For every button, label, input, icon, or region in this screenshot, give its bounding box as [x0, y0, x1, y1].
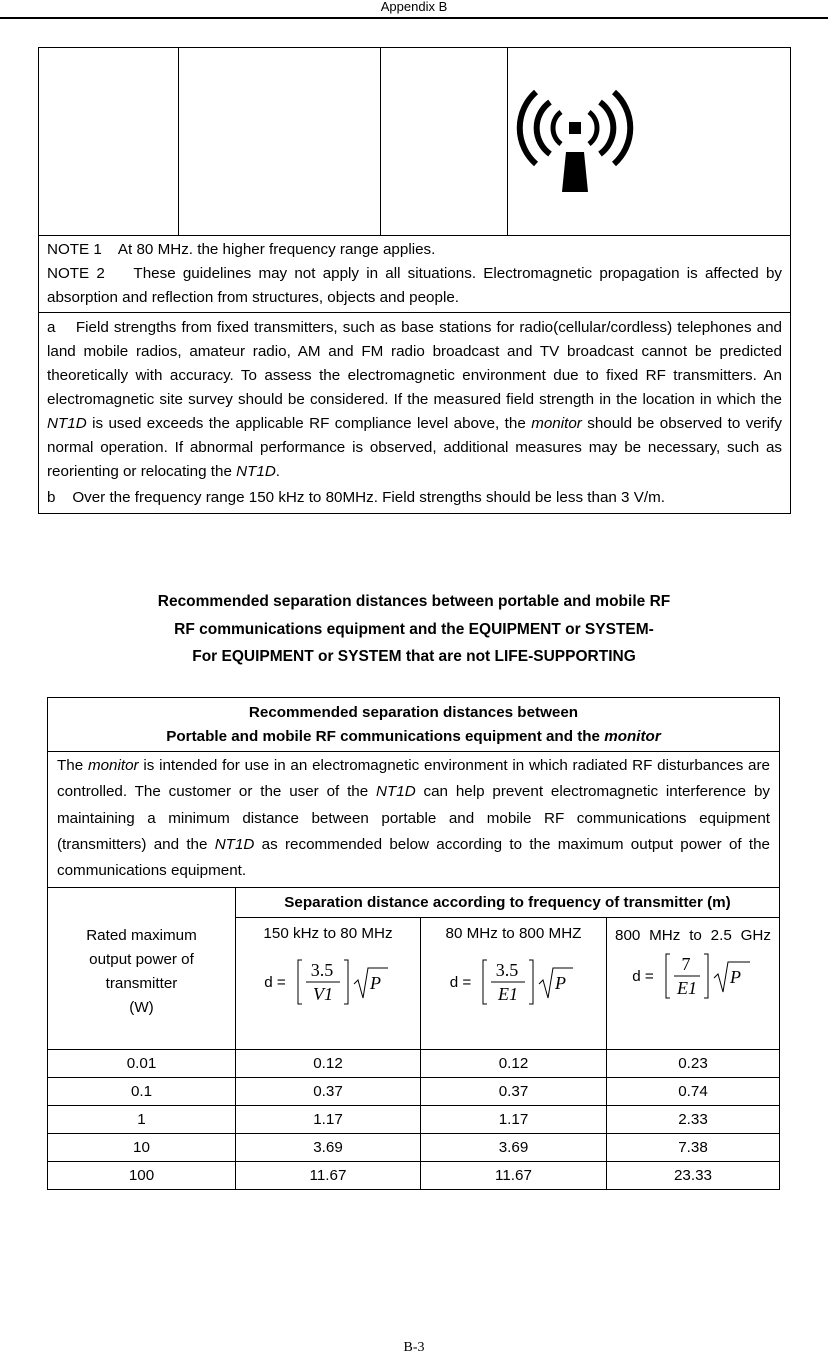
empty-cell — [179, 48, 381, 236]
distance-cell: 0.12 — [236, 1050, 421, 1078]
page-header — [0, 0, 828, 19]
formula-sqrt-term: P — [555, 973, 567, 994]
formula — [429, 958, 598, 1006]
power-cell: 100 — [48, 1162, 236, 1190]
power-header-line: Rated maximum — [86, 926, 197, 944]
distance-cell: 11.67 — [421, 1162, 607, 1190]
description-text: is intended for use in an electromagnetic environment in which radiated RF disturbances are controlled. The customer or the user of the — [57, 757, 770, 801]
formula-prefix: d = — [264, 973, 286, 991]
footnote-b: b Over the frequency range 150 kHz to 80MHz. Field strengths should be less than 3 V/m. — [47, 489, 665, 506]
power-header-line: transmitter — [105, 974, 178, 992]
formula-sqrt-term: P — [729, 967, 741, 988]
band-2-header — [421, 918, 607, 1050]
footnote-a — [47, 316, 787, 484]
immunity-table-continuation — [38, 47, 791, 514]
description-text: can help prevent electromagnetic interference by maintaining a minimum distance between portable and mobile RF communications equipment (transmitters) and the — [57, 783, 770, 853]
power-cell: 1 — [48, 1106, 236, 1134]
formula-denominator: V1 — [312, 984, 333, 1005]
symbol-cell — [508, 48, 791, 236]
distance-cell: 1.17 — [421, 1106, 607, 1134]
formula-graphic — [296, 958, 392, 1006]
notes-cell — [39, 236, 791, 313]
device-name: NT1D — [47, 415, 87, 432]
heading-line-3: For EQUIPMENT or SYSTEM that are not LIFE-SUPPORTING — [192, 648, 636, 665]
power-header-line: output power of — [89, 950, 194, 968]
power-header-line: (W) — [129, 998, 154, 1016]
formula-sqrt-term: P — [369, 973, 381, 994]
formula-numerator: 7 — [681, 954, 691, 975]
formula-denominator: E1 — [498, 984, 519, 1005]
note-1: NOTE 1 At 80 MHz. the higher frequency range applies. — [47, 241, 436, 258]
table-title — [48, 698, 780, 752]
formula-prefix: d = — [632, 967, 654, 985]
heading-line-1: Recommended separation distances between portable and mobile RF — [157, 593, 671, 610]
note-2: NOTE 2 These guidelines may not apply in all situations. Electromagnetic propagation is affected by absorption and reflection from structures, objects and people. — [47, 265, 787, 306]
separation-distance-table — [47, 697, 780, 1190]
formula-numerator: 3.5 — [310, 960, 334, 981]
separation-group-header: Separation distance according to frequency of transmitter (m) — [236, 888, 780, 918]
table-title-line-2 — [52, 725, 775, 749]
page-number: B-3 — [403, 1340, 425, 1355]
empty-cell — [381, 48, 508, 236]
power-cell: 0.01 — [48, 1050, 236, 1078]
band-1-header — [236, 918, 421, 1050]
power-column-header — [48, 888, 236, 1050]
header-title: Appendix B — [380, 0, 448, 14]
band-3-header — [607, 918, 780, 1050]
formula-graphic — [481, 958, 577, 1006]
table-title-text: Portable and mobile RF communications equipment and the — [166, 728, 605, 745]
monitor-term: monitor — [604, 728, 661, 745]
distance-cell: 0.12 — [421, 1050, 607, 1078]
table-row — [48, 1134, 780, 1162]
distance-cell: 3.69 — [421, 1134, 607, 1162]
footnotes-cell — [39, 313, 791, 514]
distance-cell: 0.23 — [607, 1050, 780, 1078]
device-name: NT1D — [214, 835, 255, 853]
distance-cell: 3.69 — [236, 1134, 421, 1162]
formula-numerator: 3.5 — [496, 960, 519, 981]
description-text: as recommended below according to the maximum output power of the communications equipment. — [57, 835, 770, 880]
band-label: 800 MHz to 2.5 GHz — [615, 927, 771, 945]
table-row — [48, 1106, 780, 1134]
formula — [244, 958, 412, 1006]
table-row — [48, 1078, 780, 1106]
band-label: 80 MHz to 800 MHZ — [445, 925, 582, 943]
table-row — [48, 1050, 780, 1078]
footnote-a-text: is used exceeds the applicable RF compliance level above, the — [86, 415, 532, 432]
distance-cell: 0.37 — [421, 1078, 607, 1106]
rf-transmitter-icon — [516, 84, 636, 204]
distance-cell: 7.38 — [607, 1134, 780, 1162]
footnote-a-text: . — [275, 463, 281, 480]
distance-cell: 11.67 — [236, 1162, 421, 1190]
formula-prefix: d = — [449, 973, 472, 991]
distance-cell: 1.17 — [236, 1106, 421, 1134]
distance-cell: 23.33 — [607, 1162, 780, 1190]
device-name: NT1D — [236, 463, 276, 480]
monitor-term: monitor — [531, 415, 582, 432]
monitor-term: monitor — [87, 757, 139, 774]
footnote-a-text: a Field strengths from fixed transmitters, such as base stations for radio(cellular/cordless) telephones and land mobile radios, amateur radio, AM and FM radio broadcast and TV broadcast cannot be predicted theoretically with accuracy. To assess the electromagnetic environment due to fixed RF transmitters. An electromagnetic site survey should be considered. If the measured field strength in the location in which the — [47, 319, 787, 408]
formula-graphic — [664, 952, 754, 1000]
band-label: 150 kHz to 80 MHz — [263, 925, 393, 943]
heading-line-2: RF communications equipment and the EQUIPMENT or SYSTEM- — [174, 620, 654, 638]
formula — [615, 952, 771, 1000]
table-title-line-1: Recommended separation distances between — [248, 704, 579, 721]
distance-cell: 0.37 — [236, 1078, 421, 1106]
table-row — [48, 1162, 780, 1190]
table-description — [48, 752, 780, 888]
empty-cell — [39, 48, 179, 236]
formula-denominator: E1 — [676, 978, 697, 999]
power-cell: 10 — [48, 1134, 236, 1162]
distance-cell: 2.33 — [607, 1106, 780, 1134]
distance-cell: 0.74 — [607, 1078, 780, 1106]
power-cell: 0.1 — [48, 1078, 236, 1106]
description-text: The — [57, 757, 88, 774]
device-name: NT1D — [376, 783, 416, 801]
footnote-a-text: should be observed to verify normal operation. If abnormal performance is observed, additional measures may be necessary, such as reorienting or relocating the — [47, 415, 787, 480]
section-heading — [0, 588, 828, 671]
